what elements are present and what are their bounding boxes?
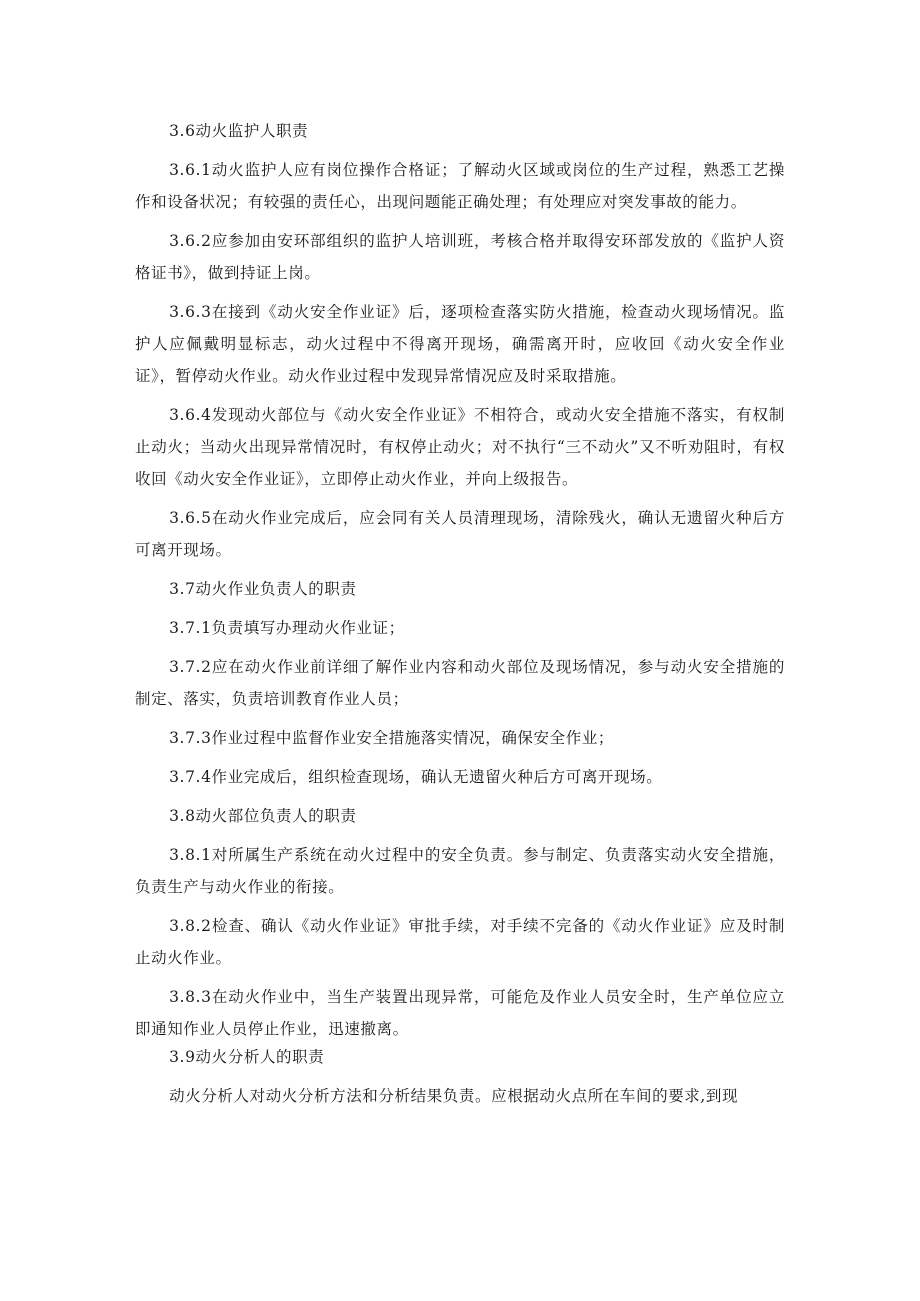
paragraph-3-8-1: 3.8.1对所属生产系统在动火过程中的安全负责。参与制定、负责落实动火安全措施，负责生产与动火作业的衔接。	[135, 846, 785, 896]
section-heading-3-8: 3.8动火部位负责人的职责	[169, 807, 357, 825]
paragraph-3-8-2: 3.8.2检查、确认《动火作业证》审批手续，对手续不完备的《动火作业证》应及时制止动火作业。	[135, 917, 785, 967]
paragraph-3-7-1: 3.7.1负责填写办理动火作业证；	[169, 619, 405, 637]
section-heading-3-6: 3.6动火监护人职责	[169, 122, 309, 140]
paragraph-3-7-4: 3.7.4作业完成后，组织检查现场，确认无遗留火种后方可离开现场。	[169, 768, 663, 786]
paragraph-3-6-2: 3.6.2应参加由安环部组织的监护人培训班，考核合格并取得安环部发放的《监护人资格证书》，做到持证上岗。	[135, 232, 785, 282]
section-heading-3-9: 3.9动火分析人的职责	[169, 1048, 325, 1066]
paragraph-3-6-5: 3.6.5在动火作业完成后，应会同有关人员清理现场，清除残火，确认无遗留火种后方可离开现场。	[135, 509, 785, 559]
paragraph-3-7-3: 3.7.3作业过程中监督作业安全措施落实情况，确保安全作业；	[169, 729, 615, 747]
paragraph-3-6-3: 3.6.3在接到《动火安全作业证》后，逐项检查落实防火措施，检查动火现场情况。监护人应佩戴明显标志，动火过程中不得离开现场，确需离开时，应收回《动火安全作业证》，暂停动火作业。动火作业过程中发现异常情况应及时采取措施。	[135, 303, 785, 385]
section-heading-3-7: 3.7动火作业负责人的职责	[169, 580, 357, 598]
paragraph-3-7-2: 3.7.2应在动火作业前详细了解作业内容和动火部位及现场情况，参与动火安全措施的制定、落实，负责培训教育作业人员；	[135, 658, 785, 708]
paragraph-3-9-body: 动火分析人对动火分析方法和分析结果负责。应根据动火点所在车间的要求,到现	[169, 1087, 739, 1105]
paragraph-3-8-3: 3.8.3在动火作业中，当生产装置出现异常，可能危及作业人员安全时，生产单位应立即通知作业人员停止作业，迅速撤离。	[135, 988, 785, 1038]
paragraph-3-6-1: 3.6.1动火监护人应有岗位操作合格证；了解动火区域或岗位的生产过程，熟悉工艺操作和设备状况；有较强的责任心，出现问题能正确处理；有处理应对突发事故的能力。	[135, 161, 785, 211]
paragraph-3-6-4: 3.6.4发现动火部位与《动火安全作业证》不相符合，或动火安全措施不落实，有权制止动火；当动火出现异常情况时，有权停止动火；对不执行“三不动火”又不听劝阻时，有权收回《动火安全作业证》，立即停止动火作业，并向上级报告。	[135, 406, 785, 488]
